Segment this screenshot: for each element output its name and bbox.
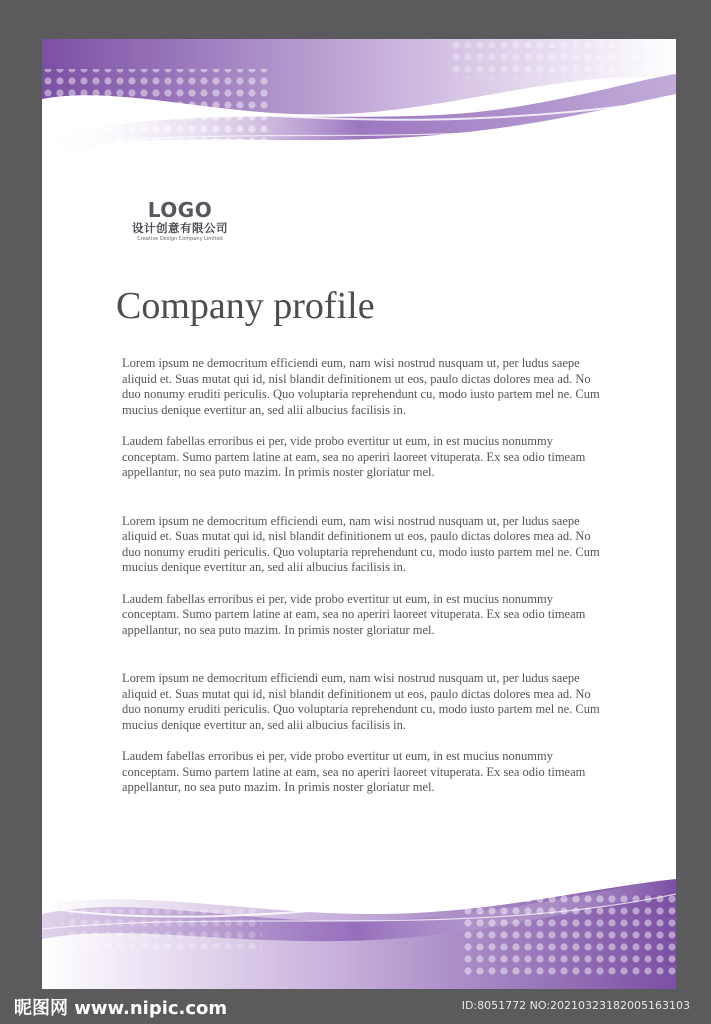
company-name-en: Creative Design Company Limited xyxy=(137,236,223,242)
letterhead-page xyxy=(42,39,676,989)
section-1-paragraph-1: Lorem ipsum ne democritum efficiendi eum, nam wisi nostrud nusquam ut, per ludus saepe aliquid et. Suas mutat qui id, nisl blandit definitionem ut eos, paulo dictas dolores mea ad. No duo nonumy eruditi periculis. Quo voluptaria reprehendunt cu, modo iusto partem mel ne. Cum mucius denique evertitur an, sed alii albucius facilisis in. xyxy=(122,356,600,417)
company-logo xyxy=(120,199,240,243)
watermark-site: 昵图网 www.nipic.com xyxy=(14,998,228,1019)
section-1-paragraph-2: Laudem fabellas erroribus ei per, vide probo evertitur ut eum, in est mucius nonummy conceptam. Sumo partem latine at eam, sea no aperiri laoreet vituperata. Ex sea odio timeam appellantur, no sea puto mazim. In primis noster gloriatur mel. xyxy=(122,434,586,479)
section-3-paragraph-1: Lorem ipsum ne democritum efficiendi eum, nam wisi nostrud nusquam ut, per ludus saepe aliquid et. Suas mutat qui id, nisl blandit definitionem ut eos, paulo dictas dolores mea ad. No duo nonumy eruditi periculis. Quo voluptaria reprehendunt cu, modo iusto partem mel ne. Cum mucius denique evertitur an, sed alii albucius facilisis in. xyxy=(122,671,600,732)
page-title: Company profile xyxy=(116,285,375,327)
company-name-cn: 设计创意有限公司 xyxy=(132,221,228,235)
section-3-paragraph-2: Laudem fabellas erroribus ei per, vide probo evertitur ut eum, in est mucius nonummy conceptam. Sumo partem latine at eam, sea no aperiri laoreet vituperata. Ex sea odio timeam appellantur, no sea puto mazim. In primis noster gloriatur mel. xyxy=(122,749,586,794)
watermark-bar xyxy=(0,989,711,1024)
body-content xyxy=(122,356,602,796)
bottom-wave-decoration xyxy=(42,869,676,989)
watermark-id: ID:8051772 NO:20210323182005163103 xyxy=(461,999,690,1012)
top-wave-decoration xyxy=(42,39,676,164)
section-2-paragraph-2: Laudem fabellas erroribus ei per, vide probo evertitur ut eum, in est mucius nonummy conceptam. Sumo partem latine at eam, sea no aperiri laoreet vituperata. Ex sea odio timeam appellantur, no sea puto mazim. In primis noster gloriatur mel. xyxy=(122,591,586,637)
logo-text: LOGO xyxy=(147,198,213,222)
section-2-paragraph-1: Lorem ipsum ne democritum efficiendi eum, nam wisi nostrud nusquam ut, per ludus saepe aliquid et. Suas mutat qui id, nisl blandit definitionem ut eos, paulo dictas dolores mea ad. No duo nonumy eruditi periculis. Quo voluptaria reprehendunt cu, modo iusto partem mel ne. Cum mucius denique evertitur an, sed alii albucius facilisis in. xyxy=(122,513,600,574)
